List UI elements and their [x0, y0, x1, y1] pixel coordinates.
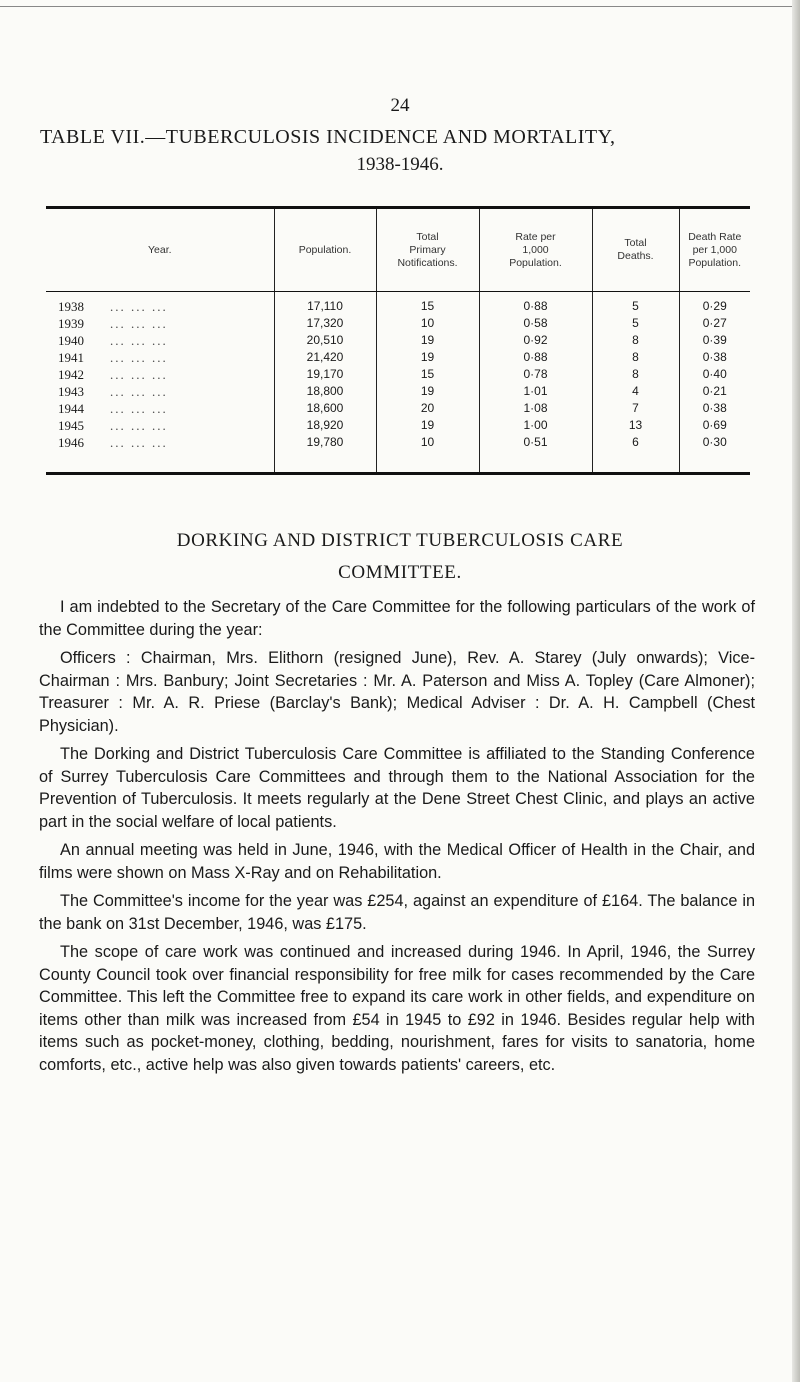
table-title: TABLE VII.—TUBERCULOSIS INCIDENCE AND MORTALITY, — [40, 126, 616, 148]
cell-deaths: 6 — [592, 434, 679, 474]
cell-notifications: 19 — [376, 383, 479, 400]
cell-notifications: 20 — [376, 400, 479, 417]
cell-population: 19,780 — [274, 434, 376, 474]
table-row — [46, 400, 750, 417]
cell-deaths: 4 — [592, 383, 679, 400]
cell-notification-rate: 0·92 — [479, 332, 592, 349]
table-row — [46, 434, 750, 474]
cell-notification-rate: 0·58 — [479, 315, 592, 332]
cell-death-rate: 0·27 — [679, 315, 750, 332]
top-edge-rule — [0, 0, 800, 7]
paragraph: Officers : Chairman, Mrs. Elithorn (resigned June), Rev. A. Starey (July onwards); Vice-Chairman : Mrs. Banbury; Joint Secretaries : Mr. A. Paterson and Miss A. Topley (Care Almoner); Treasurer : Mr. A. R. Priese (Barclay's Bank); Medical Adviser : Dr. A. H. Campbell (Chest Physician). — [39, 649, 755, 735]
cell-year: 1941 ... ... ... — [58, 350, 168, 365]
cell-deaths: 5 — [592, 292, 679, 316]
section-heading — [50, 525, 750, 589]
header-population: Population. — [274, 208, 376, 292]
paragraph: The scope of care work was continued and increased during 1946. In April, 1946, the Surrey County Council took over financial responsibility for free milk for cases recommended by the Care Committee. This left the Committee free to expand its care work in other fields, and expenditure on items other than milk was increased from £54 in 1945 to £92 in 1946. Besides regular help with items such as pocket-money, clothing, bedding, nourishment, fares for visits to sanatoria, home comforts, etc., active help was also given towards patients' careers, etc. — [39, 943, 755, 1074]
cell-death-rate: 0·29 — [679, 292, 750, 316]
cell-death-rate: 0·30 — [679, 434, 750, 474]
header-death-rate: Death Rate per 1,000 Population. — [679, 208, 750, 292]
page-number: 24 — [390, 95, 410, 116]
header-notification-rate: Rate per 1,000 Population. — [479, 208, 592, 292]
tuberculosis-table — [46, 206, 750, 475]
table-row — [46, 349, 750, 366]
cell-notification-rate: 0·78 — [479, 366, 592, 383]
table-row — [46, 332, 750, 349]
cell-population: 20,510 — [274, 332, 376, 349]
cell-year: 1939 ... ... ... — [58, 316, 168, 331]
cell-deaths: 5 — [592, 315, 679, 332]
header-deaths: Total Deaths. — [592, 208, 679, 292]
page-edge-shadow — [792, 0, 800, 1382]
body-text — [39, 596, 755, 1082]
cell-population: 17,320 — [274, 315, 376, 332]
cell-deaths: 13 — [592, 417, 679, 434]
cell-year: 1942 ... ... ... — [58, 367, 168, 382]
cell-notification-rate: 0·88 — [479, 292, 592, 316]
table-row — [46, 315, 750, 332]
header-notifications: Total Primary Notifications. — [376, 208, 479, 292]
cell-deaths: 8 — [592, 366, 679, 383]
section-heading-line: DORKING AND DISTRICT TUBERCULOSIS CARE — [176, 530, 624, 551]
paragraph: The Dorking and District Tuberculosis Care Committee is affiliated to the Standing Conference of Surrey Tuberculosis Care Committees and through them to the National Association for the Prevention of Tuberculosis. It meets regularly at the Dene Street Chest Clinic, and plays an active part in the social welfare of local patients. — [39, 745, 755, 831]
cell-notification-rate: 0·51 — [479, 434, 592, 474]
header-year: Year. — [46, 208, 274, 292]
cell-notifications: 19 — [376, 332, 479, 349]
cell-deaths: 8 — [592, 332, 679, 349]
table-header-row — [46, 208, 750, 292]
section-heading-line: COMMITTEE. — [338, 562, 462, 583]
table-subtitle: 1938-1946. — [356, 154, 444, 175]
cell-population: 18,920 — [274, 417, 376, 434]
cell-year: 1943 ... ... ... — [58, 384, 168, 399]
cell-notification-rate: 1·01 — [479, 383, 592, 400]
cell-notification-rate: 0·88 — [479, 349, 592, 366]
cell-population: 21,420 — [274, 349, 376, 366]
cell-deaths: 8 — [592, 349, 679, 366]
cell-year: 1938 ... ... ... — [58, 299, 168, 314]
table-row — [46, 417, 750, 434]
cell-death-rate: 0·40 — [679, 366, 750, 383]
cell-notifications: 15 — [376, 366, 479, 383]
cell-deaths: 7 — [592, 400, 679, 417]
cell-year: 1944 ... ... ... — [58, 401, 168, 416]
cell-notifications: 19 — [376, 349, 479, 366]
paragraph: The Committee's income for the year was £254, against an expenditure of £164. The balance in the bank on 31st December, 1946, was £175. — [39, 892, 755, 933]
cell-notifications: 10 — [376, 315, 479, 332]
cell-year: 1940 ... ... ... — [58, 333, 168, 348]
cell-notification-rate: 1·08 — [479, 400, 592, 417]
cell-population: 18,600 — [274, 400, 376, 417]
table-row — [46, 383, 750, 400]
cell-year: 1946 ... ... ... — [58, 435, 168, 450]
cell-year: 1945 ... ... ... — [58, 418, 168, 433]
cell-notifications: 19 — [376, 417, 479, 434]
cell-death-rate: 0·38 — [679, 400, 750, 417]
cell-population: 18,800 — [274, 383, 376, 400]
cell-death-rate: 0·69 — [679, 417, 750, 434]
cell-population: 19,170 — [274, 366, 376, 383]
cell-death-rate: 0·38 — [679, 349, 750, 366]
paragraph: An annual meeting was held in June, 1946, with the Medical Officer of Health in the Chair, and films were shown on Mass X-Ray and on Rehabilitation. — [39, 841, 755, 882]
table-row — [46, 292, 750, 316]
cell-death-rate: 0·21 — [679, 383, 750, 400]
paragraph: I am indebted to the Secretary of the Care Committee for the following particulars of the work of the Committee during the year: — [39, 598, 755, 639]
table-row — [46, 366, 750, 383]
cell-notifications: 10 — [376, 434, 479, 474]
cell-notifications: 15 — [376, 292, 479, 316]
cell-notification-rate: 1·00 — [479, 417, 592, 434]
cell-death-rate: 0·39 — [679, 332, 750, 349]
cell-population: 17,110 — [274, 292, 376, 316]
